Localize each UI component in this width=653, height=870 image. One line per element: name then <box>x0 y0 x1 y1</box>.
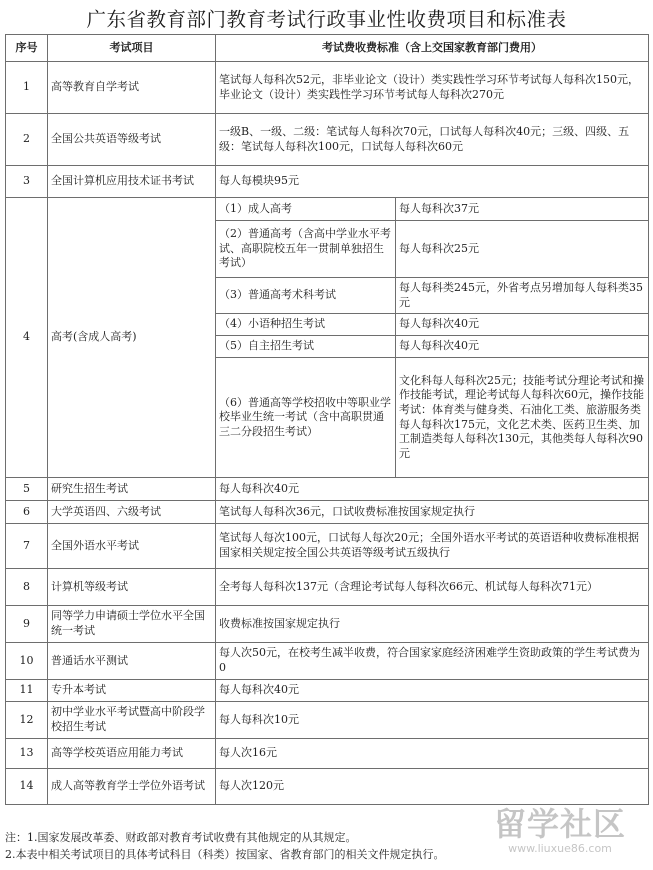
exam-item: 计算机等级考试 <box>48 569 216 606</box>
fee-standard: 收费标准按国家规定执行 <box>216 606 649 643</box>
table-row <box>6 569 649 606</box>
exam-item: 全国公共英语等级考试 <box>48 114 216 166</box>
sub-fee-standard: 每人每科类245元，外省考点另增加每人每科类35元 <box>396 278 649 314</box>
row-number: 9 <box>6 606 48 643</box>
fee-standard: 每人每科次10元 <box>216 702 649 739</box>
row-number: 1 <box>6 62 48 114</box>
row-number: 2 <box>6 114 48 166</box>
fee-standard: 全考每人每科次137元（含理论考试每人每科次66元、机试每人每科次71元） <box>216 569 649 606</box>
header-standard: 考试费收费标准（含上交国家教育部门费用） <box>216 35 649 62</box>
row-number: 3 <box>6 166 48 198</box>
exam-item: 高考(含成人高考) <box>48 198 216 478</box>
footnote-2: 2.本表中相关考试项目的具体考试科目（科类）按国家、省教育部门的相关文件规定执行。 <box>5 848 445 862</box>
sub-fee-standard: 每人每科次25元 <box>396 221 649 278</box>
exam-item: 同等学力申请硕士学位水平全国统一考试 <box>48 606 216 643</box>
sub-fee-standard: 每人每科次40元 <box>396 336 649 358</box>
fee-standard: 每人次120元 <box>216 769 649 805</box>
exam-item: 全国外语水平考试 <box>48 524 216 569</box>
page-title: 广东省教育部门教育考试行政事业性收费项目和标准表 <box>86 8 567 31</box>
header-item: 考试项目 <box>48 35 216 62</box>
table-row <box>6 478 649 501</box>
table-row <box>6 769 649 805</box>
watermark-text: 留学社区 <box>493 805 626 843</box>
fee-standard: 笔试每人每科次36元，口试收费标准按国家规定执行 <box>216 501 649 524</box>
exam-item: 高等学校英语应用能力考试 <box>48 739 216 769</box>
row-number: 13 <box>6 739 48 769</box>
table-row <box>6 166 649 198</box>
row-number: 8 <box>6 569 48 606</box>
sub-exam-item: （6）普通高等学校招收中等职业学校毕业生统一考试（含中高职贯通三二分段招生考试） <box>216 358 396 478</box>
row-number: 10 <box>6 643 48 680</box>
fee-standard: 每人每科次40元 <box>216 478 649 501</box>
exam-item: 普通话水平测试 <box>48 643 216 680</box>
sub-fee-standard: 每人每科次37元 <box>396 198 649 221</box>
table-row <box>6 198 649 221</box>
sub-exam-item: （3）普通高考术科考试 <box>216 278 396 314</box>
table-row <box>6 643 649 680</box>
row-number: 11 <box>6 680 48 702</box>
table-row <box>6 501 649 524</box>
sub-exam-item: （4）小语种招生考试 <box>216 314 396 336</box>
row-number: 7 <box>6 524 48 569</box>
table-row <box>6 606 649 643</box>
table-row <box>6 680 649 702</box>
row-number: 14 <box>6 769 48 805</box>
fee-standard: 每人次16元 <box>216 739 649 769</box>
row-number: 6 <box>6 501 48 524</box>
sub-exam-item: （5）自主招生考试 <box>216 336 396 358</box>
fee-standard: 笔试每人每科次52元，非毕业论文（设计）类实践性学习环节考试每人每科次150元，毕业论文（设计）类实践性学习环节考试每人每科次270元 <box>216 62 649 114</box>
footnote-1: 注：1.国家发展改革委、财政部对教育考试收费有其他规定的从其规定。 <box>5 831 357 844</box>
fee-standard: 每人次50元，在校考生减半收费，符合国家家庭经济困难学生资助政策的学生考试费为0 <box>216 643 649 680</box>
fee-standard: 每人每科次40元 <box>216 680 649 702</box>
exam-item: 研究生招生考试 <box>48 478 216 501</box>
table-row <box>6 114 649 166</box>
table-row <box>6 524 649 569</box>
row-number: 5 <box>6 478 48 501</box>
fee-standard: 笔试每人每次100元，口试每人每次20元；全国外语水平考试的英语语种收费标准根据国家相关规定按全国公共英语等级考试五级执行 <box>216 524 649 569</box>
exam-item: 大学英语四、六级考试 <box>48 501 216 524</box>
table-row <box>6 739 649 769</box>
fee-standard: 一级B、一级、二级：笔试每人每科次70元，口试每人每科次40元；三级、四级、五级：笔试每人每科次100元，口试每人每科次60元 <box>216 114 649 166</box>
sub-fee-standard: 文化科每人每科次25元；技能考试分理论考试和操作技能考试，理论考试每人每科次60元，操作技能考试：体育类与健身类、石油化工类、旅游服务类每人每科次175元，文化艺术类、医药卫生类、加工制造类每人每科次130元，其他类每人每科次90元 <box>396 358 649 478</box>
header-no: 序号 <box>6 35 48 62</box>
sub-fee-standard: 每人每科次40元 <box>396 314 649 336</box>
row-number: 4 <box>6 198 48 478</box>
exam-item: 成人高等教育学士学位外语考试 <box>48 769 216 805</box>
sub-exam-item: （1）成人高考 <box>216 198 396 221</box>
table-row <box>6 62 649 114</box>
watermark-url: www.liuxue86.com <box>508 842 612 855</box>
exam-item: 全国计算机应用技术证书考试 <box>48 166 216 198</box>
exam-item: 专升本考试 <box>48 680 216 702</box>
exam-item: 高等教育自学考试 <box>48 62 216 114</box>
table-row <box>6 702 649 739</box>
sub-exam-item: （2）普通高考（含高中学业水平考试、高职院校五年一贯制单独招生考试） <box>216 221 396 278</box>
exam-item: 初中学业水平考试暨高中阶段学校招生考试 <box>48 702 216 739</box>
header-row <box>6 35 649 62</box>
watermark-logo <box>470 805 650 867</box>
fee-standard: 每人每模块95元 <box>216 166 649 198</box>
row-number: 12 <box>6 702 48 739</box>
fee-table <box>5 34 649 805</box>
